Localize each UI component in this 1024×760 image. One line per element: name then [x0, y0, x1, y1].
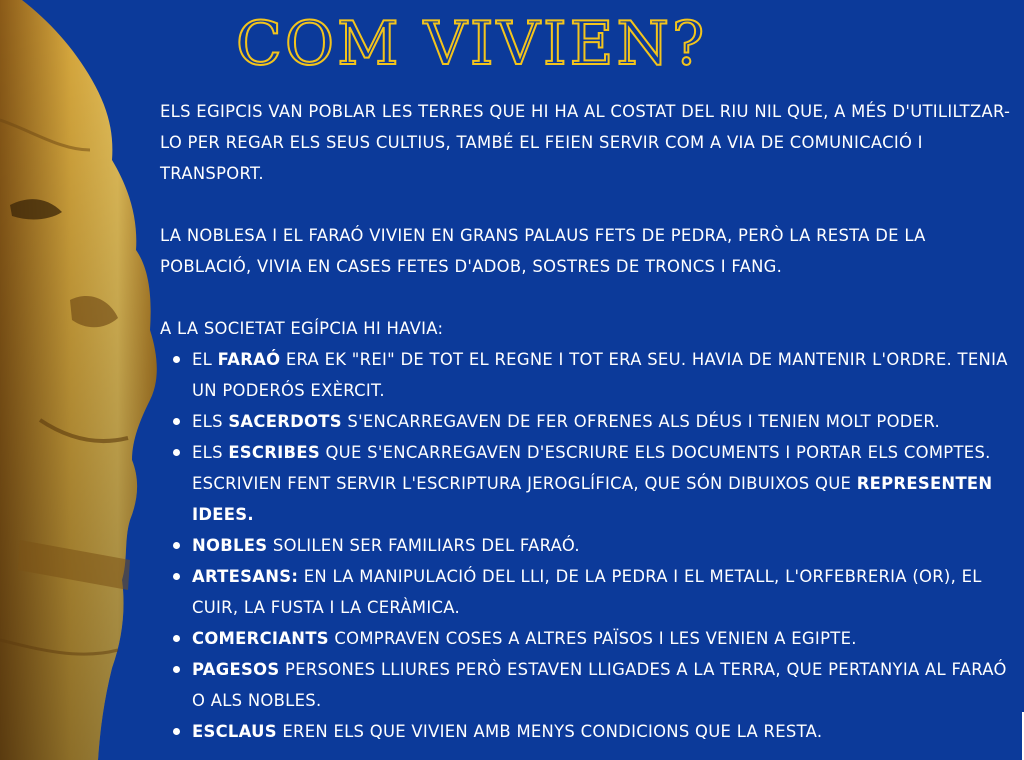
page-title: COM VIVIEN? [236, 9, 708, 79]
role-term: NOBLES [192, 536, 268, 555]
role-description: EN LA MANIPULACIÓ DEL LLI, DE LA PEDRA I EL METALL, L'ORFEBRERIA (OR), EL CUIR, LA FUSTA I LA CERÀMICA. [192, 567, 982, 617]
list-item-artesans [192, 561, 1018, 623]
role-prefix: ELS [192, 412, 229, 431]
body-text [160, 96, 1018, 747]
role-tail: REPRESENTEN IDEES. [192, 474, 993, 524]
role-description: COMPRAVEN COSES A ALTRES PAÏSOS I LES VENIEN A EGIPTE. [328, 629, 857, 648]
role-description: SOLILEN SER FAMILIARS DEL FARAÓ. [267, 536, 580, 555]
spacer [160, 189, 1018, 220]
role-description: QUE S'ENCARREGAVEN D'ESCRIURE ELS DOCUMENTS I PORTAR ELS COMPTES. ESCRIVIEN FENT SERVIR L'ESCRIPTURA JEROGLÍFICA, QUE SÓN DIBUIXOS QUE [192, 443, 991, 493]
paragraph-nile: ELS EGIPCIS VAN POBLAR LES TERRES QUE HI HA AL COSTAT DEL RIU NIL QUE, A MÉS D'UTILILTZAR-LO PER REGAR ELS SEUS CULTIUS, TAMBÉ EL FEIEN SERVIR COM A VIA DE COMUNICACIÓ I TRANSPORT. [160, 102, 1011, 183]
role-description: S'ENCARREGAVEN DE FER OFRENES ALS DÉUS I TENIEN MOLT PODER. [341, 412, 940, 431]
list-item-comerciants [192, 623, 1018, 654]
role-term: FARAÓ [217, 350, 281, 369]
paragraph-housing: LA NOBLESA I EL FARAÓ VIVIEN EN GRANS PALAUS FETS DE PEDRA, PERÒ LA RESTA DE LA POBLACIÓ, VIVIA EN CASES FETES D'ADOB, SOSTRES DE TRONCS I FANG. [160, 226, 926, 276]
spacer [160, 282, 1018, 313]
list-item-sacerdots [192, 406, 1018, 437]
role-prefix: EL [192, 350, 218, 369]
role-term: COMERCIANTS [192, 629, 329, 648]
list-item-nobles [192, 530, 1018, 561]
list-item-farao [192, 344, 1018, 406]
role-description: ERA EK "REI" DE TOT EL REGNE I TOT ERA SEU. HAVIA DE MANTENIR L'ORDRE. TENIA UN PODERÓS EXÈRCIT. [192, 350, 1008, 400]
role-term: ESCLAUS [192, 722, 277, 741]
role-term: ARTESANS: [192, 567, 299, 586]
list-intro: A LA SOCIETAT EGÍPCIA HI HAVIA: [160, 319, 444, 338]
role-term: PAGESOS [192, 660, 280, 679]
list-item-escribes [192, 437, 1018, 530]
role-prefix: ELS [192, 443, 229, 462]
society-roles-list [160, 344, 1018, 747]
role-description: EREN ELS QUE VIVIEN AMB MENYS CONDICIONS QUE LA RESTA. [276, 722, 823, 741]
role-term: ESCRIBES [228, 443, 320, 462]
list-item-pagesos [192, 654, 1018, 716]
list-item-esclaus [192, 716, 1018, 747]
role-term: SACERDOTS [228, 412, 342, 431]
role-description: PERSONES LLIURES PERÒ ESTAVEN LLIGADES A LA TERRA, QUE PERTANYIA AL FARAÓ O ALS NOBLES. [192, 660, 1007, 710]
